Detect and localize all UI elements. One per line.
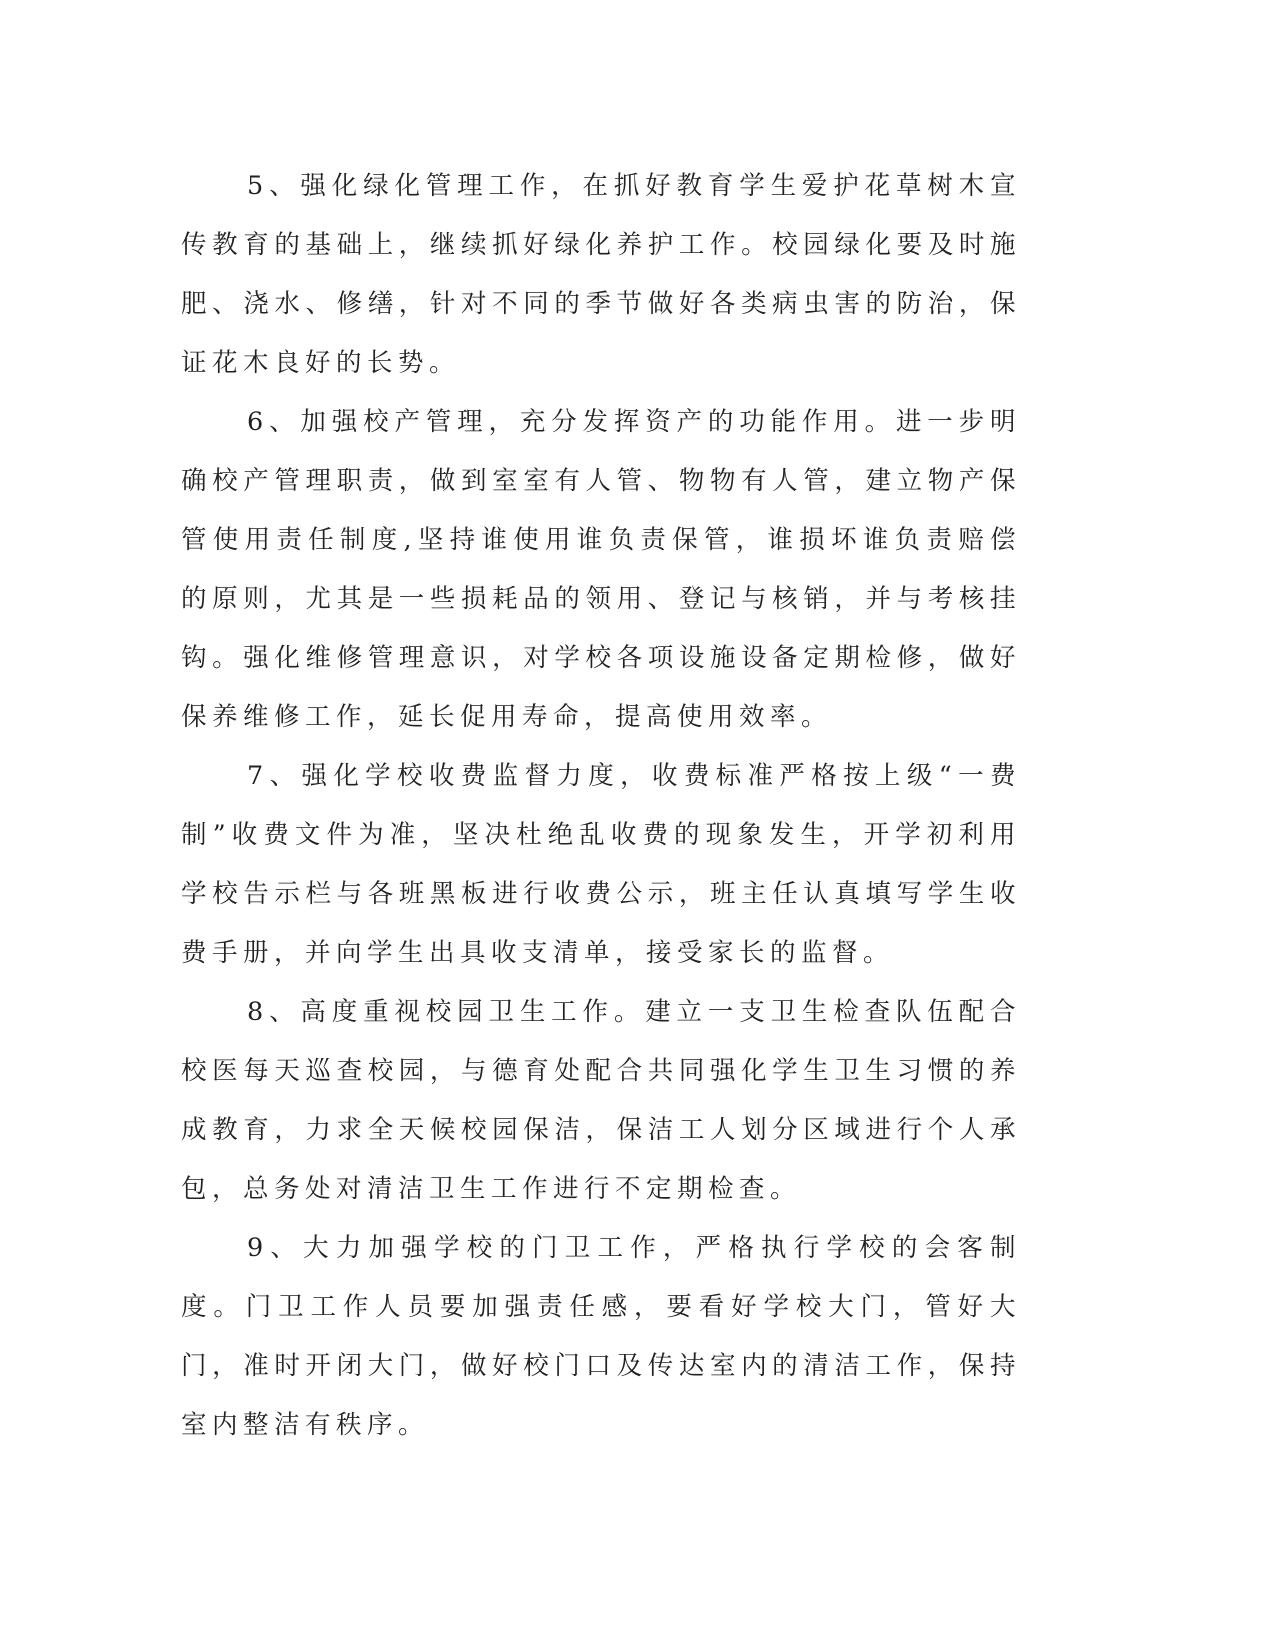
document-body — [181, 157, 1021, 1455]
paragraph-item-6: 6、加强校产管理，充分发挥资产的功能作用。进一步明确校产管理职责，做到室室有人管、物物有人管，建立物产保管使用责任制度,坚持谁使用谁负责保管，谁损坏谁负责赔偿的原则，尤其是一些损耗品的领用、登记与核销，并与考核挂钩。强化维修管理意识，对学校各项设施设备定期检修，做好保养维修工作，延长促用寿命，提高使用效率。 — [181, 407, 1021, 732]
paragraph-item-9: 9、大力加强学校的门卫工作，严格执行学校的会客制度。门卫工作人员要加强责任感，要看好学校大门，管好大门，准时开闭大门，做好校门口及传达室内的清洁工作，保持室内整洁有秩序。 — [181, 1233, 1021, 1440]
paragraph-item-7: 7、强化学校收费监督力度，收费标准严格按上级“一费制”收费文件为准，坚决杜绝乱收费的现象发生，开学初利用学校告示栏与各班黑板进行收费公示，班主任认真填写学生收费手册，并向学生出具收支清单，接受家长的监督。 — [181, 761, 1021, 968]
paragraph-item-8: 8、高度重视校园卫生工作。建立一支卫生检查队伍配合校医每天巡查校园，与德育处配合共同强化学生卫生习惯的养成教育，力求全天候校园保洁，保洁工人划分区域进行个人承包，总务处对清洁卫生工作进行不定期检查。 — [181, 997, 1021, 1204]
paragraph-item-5: 5、强化绿化管理工作，在抓好教育学生爱护花草树木宣传教育的基础上，继续抓好绿化养护工作。校园绿化要及时施肥、浇水、修缮，针对不同的季节做好各类病虫害的防治，保证花木良好的长势。 — [181, 171, 1021, 378]
